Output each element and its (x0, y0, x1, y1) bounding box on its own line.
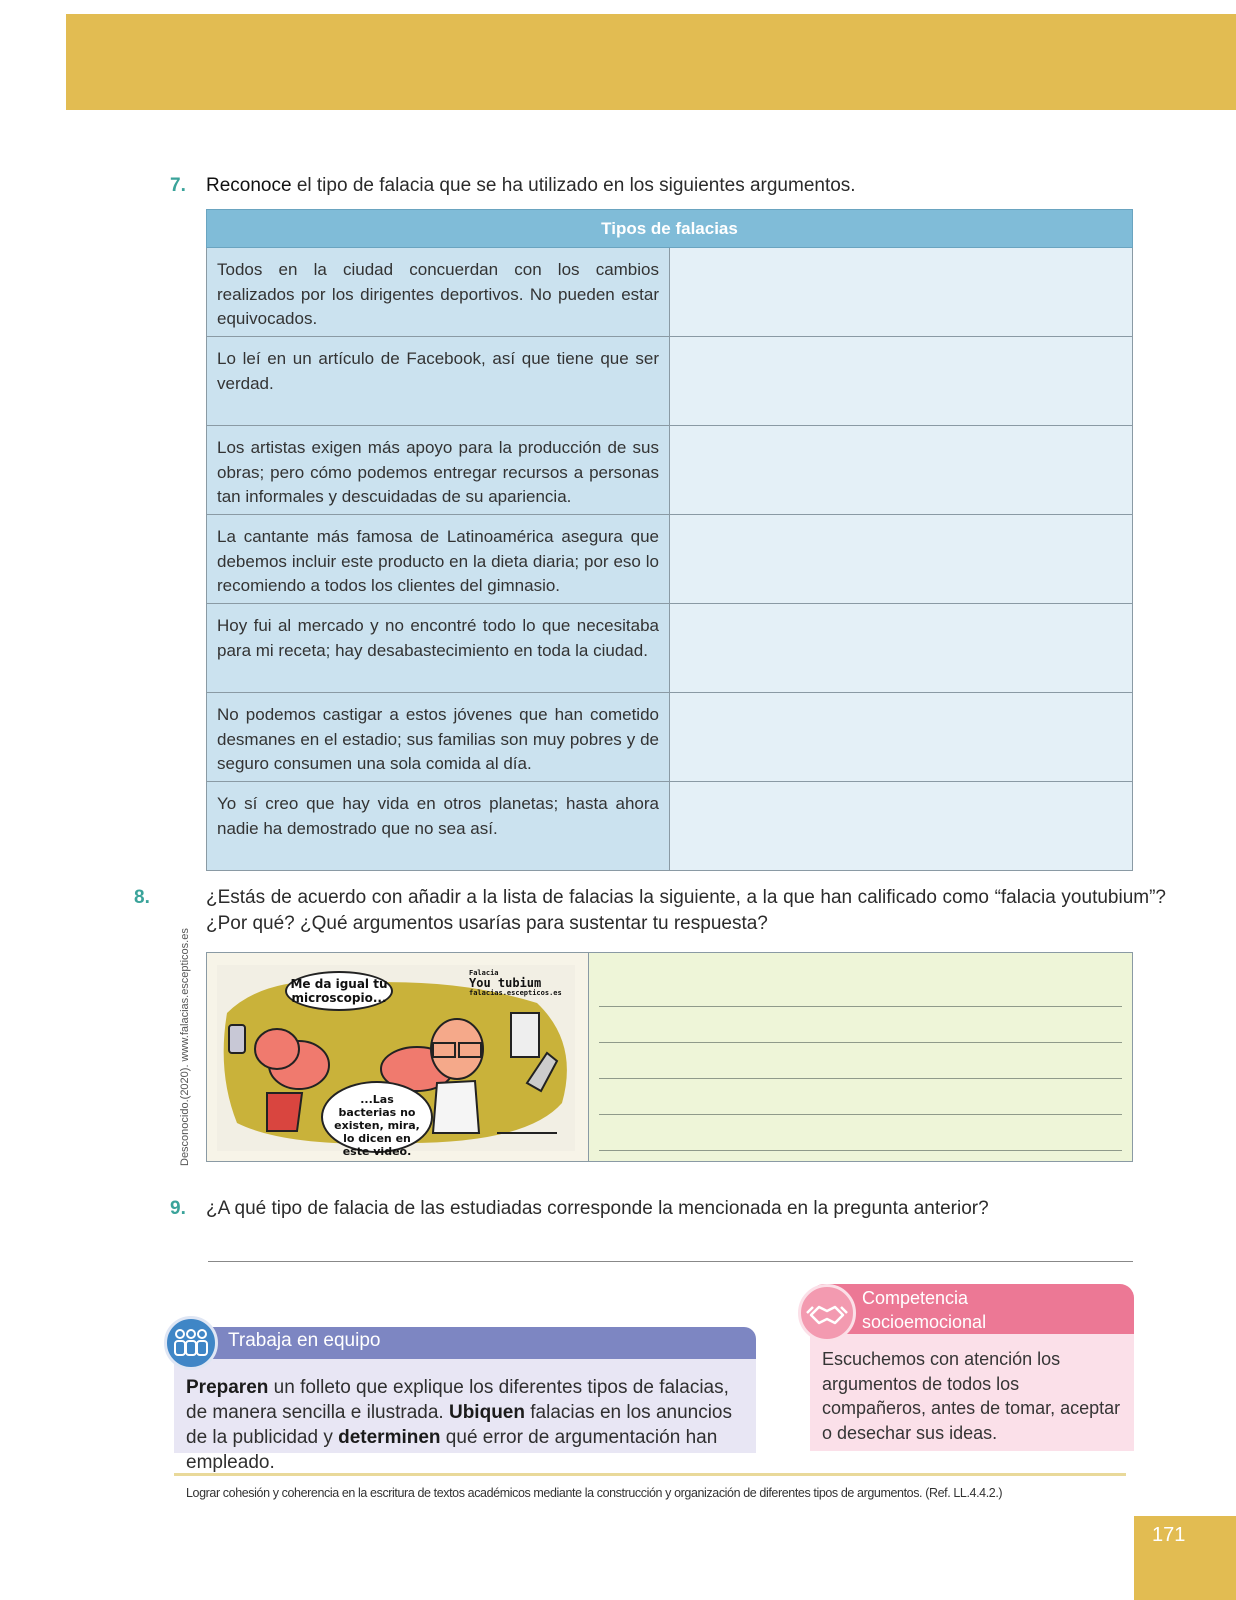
answer-cell[interactable] (670, 515, 1133, 604)
answer-cell[interactable] (670, 782, 1133, 871)
sign-url: falacias.escepticos.es (469, 989, 562, 997)
footer-skill-text: Lograr cohesión y coherencia en la escritura de textos académicos mediante la construcción y organización de diferentes tipos de argumentos. (Ref. LL.4.4.2.) (186, 1486, 1003, 1500)
verb-determinen: determinen (338, 1427, 441, 1448)
verb-ubiquen: Ubiquen (448, 1402, 525, 1423)
answer-line[interactable] (599, 1115, 1122, 1151)
speech-bubble-bottom: ...Las bacterias no existen, mira, lo dicen en este video. (321, 1081, 433, 1153)
team-text-3: qué error de argumentación han empleado. (186, 1427, 718, 1473)
answer-line[interactable] (208, 1261, 1133, 1262)
argument-cell: Hoy fui al mercado y no encontré todo lo que necesitaba para mi receta; hay desabastecimiento en toda la ciudad. (207, 604, 670, 693)
competencia-title-line1: Competencia (862, 1288, 969, 1308)
answer-line[interactable] (599, 1043, 1122, 1079)
argument-cell: No podemos castigar a estos jóvenes que han cometido desmanes en el estadio; sus familias son muy pobres y de seguro consumen una sola comida al día. (207, 693, 670, 782)
verb-preparen: Preparen (186, 1377, 269, 1398)
cartoon-sign (469, 969, 562, 997)
question-7 (170, 173, 856, 199)
answer-lines[interactable] (589, 953, 1132, 1161)
table-row (207, 426, 1133, 515)
table-row (207, 604, 1133, 693)
argument-cell: Lo leí en un artículo de Facebook, así que tiene que ser verdad. (207, 337, 670, 426)
table-row (207, 693, 1133, 782)
cartoon-illustration (207, 953, 589, 1161)
answer-line[interactable] (599, 1007, 1122, 1043)
answer-cell[interactable] (670, 604, 1133, 693)
team-people-icon (164, 1316, 218, 1370)
question-8-box (206, 952, 1133, 1162)
fallacy-table (206, 209, 1133, 871)
question-number: 7. (170, 175, 186, 196)
image-credit: Desconocido.(2020). www.falacias.escepticos.es (179, 928, 191, 1166)
argument-cell: Todos en la ciudad concuerdan con los cambios realizados por los dirigentes deportivos. No pueden estar equivocados. (207, 248, 670, 337)
table-row (207, 515, 1133, 604)
question-text: ¿Estás de acuerdo con añadir a la lista de falacias la siguiente, a la que han calificado como “falacia youtubium”? ¿Por qué? ¿Qué argumentos usarías para sustentar tu respuesta? (206, 887, 1166, 934)
speech-bubble-left: Me da igual tu microscopio... (285, 971, 393, 1011)
table-row (207, 337, 1133, 426)
handshake-icon (798, 1284, 856, 1342)
question-9 (170, 1196, 989, 1222)
answer-cell[interactable] (670, 426, 1133, 515)
argument-cell: Yo sí creo que hay vida en otros planetas; hasta ahora nadie ha demostrado que no sea así. (207, 782, 670, 871)
competencia-title (862, 1286, 1062, 1334)
competencia-title-line2: socioemocional (862, 1312, 987, 1332)
answer-cell[interactable] (670, 248, 1133, 337)
question-number: 8. (134, 887, 150, 908)
argument-cell: La cantante más famosa de Latinoamérica asegura que debemos incluir este producto en la dieta diaria; por eso lo recomiendo a todos los clientes del gimnasio. (207, 515, 670, 604)
footer-divider (174, 1473, 1126, 1476)
competencia-text: Escuchemos con atención los argumentos de todos los compañeros, antes de tomar, aceptar o desechar sus ideas. (822, 1349, 1121, 1443)
question-8 (134, 885, 1166, 937)
answer-line[interactable] (599, 971, 1122, 1007)
sign-title: You tubium (469, 976, 542, 990)
top-color-band (66, 14, 1236, 110)
page-number: 171 (1152, 1524, 1186, 1546)
answer-line[interactable] (599, 1079, 1122, 1115)
team-work-text (186, 1375, 742, 1475)
table-row (207, 248, 1133, 337)
sign-small: Falacia (469, 969, 499, 977)
answer-cell[interactable] (670, 693, 1133, 782)
answer-cell[interactable] (670, 337, 1133, 426)
question-text: ¿A qué tipo de falacia de las estudiadas corresponde la mencionada en la pregunta anterior? (206, 1198, 989, 1219)
question-number: 9. (170, 1198, 186, 1219)
question-text: el tipo de falacia que se ha utilizado en los siguientes argumentos. (291, 175, 856, 196)
team-text-2: falacias en los anuncios de la publicidad y (186, 1402, 732, 1448)
team-text-1: un folleto que explique los diferentes tipos de falacias, de manera sencilla e ilustrada. (186, 1377, 729, 1423)
question-verb: Reconoce (206, 175, 292, 196)
table-header: Tipos de falacias (207, 210, 1133, 248)
team-work-title: Trabaja en equipo (228, 1330, 381, 1351)
argument-cell: Los artistas exigen más apoyo para la producción de sus obras; pero cómo podemos entregar recursos a personas tan informales y descuidadas de su apariencia. (207, 426, 670, 515)
table-row (207, 782, 1133, 871)
